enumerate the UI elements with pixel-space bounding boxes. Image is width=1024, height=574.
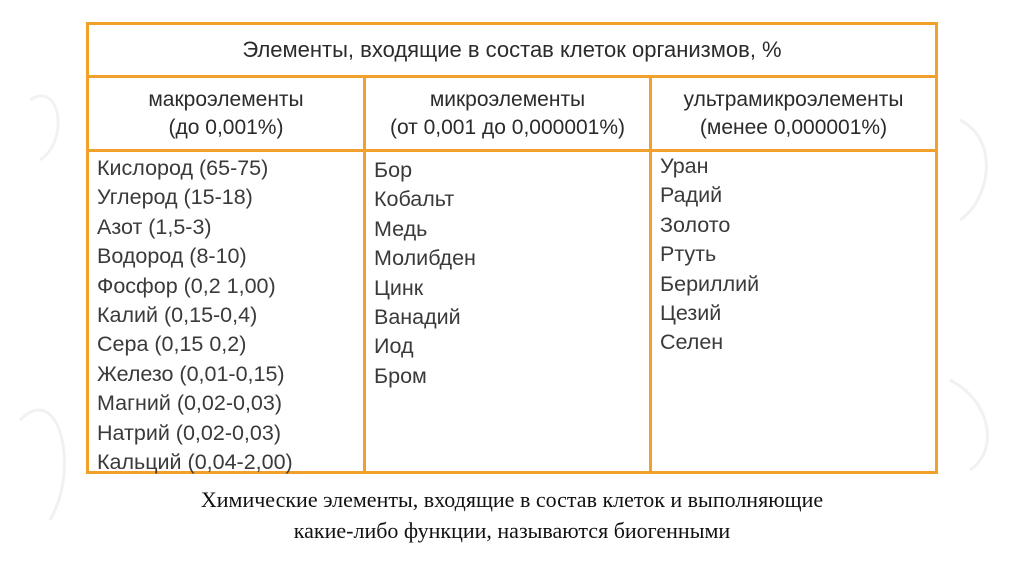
list-item: Водород (8-10) — [97, 244, 247, 269]
macroelements-list — [89, 152, 363, 477]
header-ultra-line2: (менее 0,000001%) — [699, 115, 888, 139]
ultramicroelements-cell — [649, 152, 935, 471]
header-micro-line2: (от 0,001 до 0,000001%) — [389, 115, 626, 139]
header-ultra-line1: ультрамикроэлементы — [683, 87, 904, 111]
list-item: Селен — [660, 330, 724, 355]
elements-table — [86, 22, 938, 474]
list-item: Кобальт — [374, 187, 455, 212]
list-item: Углерод (15-18) — [97, 185, 253, 210]
list-item: Железо (0,01-0,15) — [97, 361, 285, 386]
header-macroelements — [89, 78, 363, 149]
list-item: Цезий — [660, 301, 722, 326]
list-item: Ртуть — [660, 242, 717, 267]
list-item: Ванадий — [374, 305, 461, 330]
list-item: Уран — [660, 154, 709, 178]
list-item: Молибден — [374, 246, 476, 271]
list-item: Кислород (65-75) — [97, 156, 269, 180]
list-item: Бериллий — [660, 271, 760, 296]
table-title: Элементы, входящие в состав клеток организмов, % — [89, 25, 935, 78]
list-item: Медь — [374, 216, 428, 241]
header-microelements — [363, 78, 649, 149]
list-item: Цинк — [374, 275, 424, 300]
list-item: Кальций (0,04-2,00) — [97, 450, 293, 475]
list-item: Иод — [374, 334, 414, 359]
list-item: Магний (0,02-0,03) — [97, 391, 282, 416]
list-item: Бор — [374, 158, 413, 182]
list-item: Бром — [374, 363, 427, 388]
header-micro-line1: микроэлементы — [429, 87, 586, 111]
list-item: Золото — [660, 212, 731, 237]
list-item: Натрий (0,02-0,03) — [97, 420, 281, 445]
ultramicroelements-list — [652, 152, 935, 358]
list-item: Азот (1,5-3) — [97, 214, 212, 239]
header-macro-line1: макроэлементы — [148, 87, 304, 111]
microelements-cell — [363, 152, 649, 471]
macroelements-cell — [89, 152, 363, 475]
table-header-row — [89, 78, 935, 152]
list-item: Калий (0,15-0,4) — [97, 303, 258, 328]
list-item: Сера (0,15 0,2) — [97, 332, 247, 357]
list-item: Фосфор (0,2 1,00) — [97, 273, 276, 298]
header-macro-line2: (до 0,001%) — [168, 115, 284, 139]
caption-line1: Химические элементы, входящие в состав клеток и выполняющие — [200, 487, 824, 512]
header-ultramicroelements — [649, 78, 935, 149]
microelements-list — [366, 152, 649, 391]
list-item: Радий — [660, 183, 723, 208]
caption-line2: какие-либо функции, называются биогенными — [293, 518, 731, 543]
caption — [0, 484, 1024, 546]
table-body-row — [89, 152, 935, 475]
